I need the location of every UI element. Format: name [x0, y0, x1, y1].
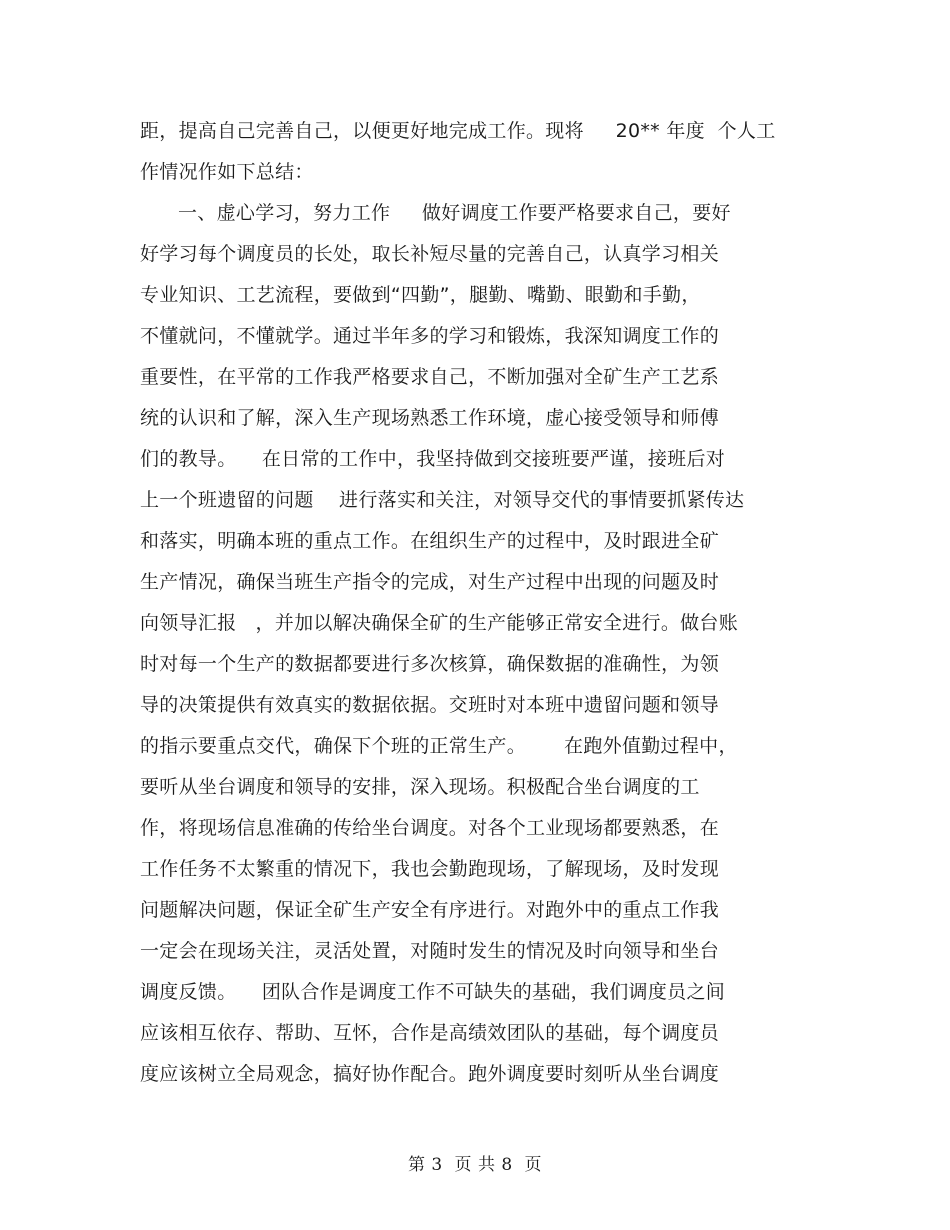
text-line: 时对每一个生产的数据都要进行多次核算，确保数据的准确性，为领	[140, 653, 720, 675]
text-line: 度应该树立全局观念，搞好协作配合。跑外调度要时刻听从坐台调度	[140, 1063, 720, 1085]
text-line: 好学习每个调度员的长处，取长补短尽量的完善自己，认真学习相关	[140, 243, 720, 265]
text-line: 统的认识和了解，深入生产现场熟悉工作环境，虚心接受领导和师傅	[140, 407, 720, 429]
text-line: 距，提高自己完善自己，以便更好地完成工作。现将 20** 年度 个人工	[140, 120, 776, 142]
text-line: 作，将现场信息准确的传给坐台调度。对各个工业现场都要熟悉，在	[140, 817, 720, 839]
text-line: 一定会在现场关注，灵活处置，对随时发生的情况及时向领导和坐台	[140, 940, 720, 962]
page-number: 第 3 页 共 8 页	[408, 1155, 542, 1175]
text-line: 上一个班遗留的问题 进行落实和关注，对领导交代的事情要抓紧传达	[140, 489, 745, 511]
text-line: 问题解决问题，保证全矿生产安全有序进行。对跑外中的重点工作我	[140, 899, 720, 921]
text-line: 们的教导。 在日常的工作中，我坚持做到交接班要严谨，接班后对	[140, 448, 726, 470]
text-line: 生产情况，确保当班生产指令的完成，对生产过程中出现的问题及时	[140, 571, 720, 593]
text-line: 应该相互依存、帮助、互怀，合作是高绩效团队的基础，每个调度员	[140, 1022, 720, 1044]
text-line: 工作任务不太繁重的情况下，我也会勤跑现场，了解现场，及时发现	[140, 858, 720, 880]
text-line: 作情况作如下总结：	[140, 161, 314, 183]
body-text	[0, 111, 950, 1095]
text-line: 专业知识、工艺流程，要做到“四勤”，腿勤、嘴勤、眼勤和手勤，	[140, 284, 701, 306]
text-line: 导的决策提供有效真实的数据依据。交班时对本班中遗留问题和领导	[140, 694, 720, 716]
text-line: 重要性，在平常的工作我严格要求自己，不断加强对全矿生产工艺系	[140, 366, 720, 388]
text-line: 要听从坐台调度和领导的安排，深入现场。积极配合坐台调度的工	[140, 776, 700, 798]
text-line: 向领导汇报 ，并加以解决确保全矿的生产能够正常安全进行。做台账	[140, 612, 739, 634]
text-line: 的指示要重点交代，确保下个班的正常生产。 在跑外值勤过程中，	[140, 735, 738, 757]
text-line: 调度反馈。 团队合作是调度工作不可缺失的基础，我们调度员之间	[140, 981, 726, 1003]
text-line: 一、虚心学习，努力工作 做好调度工作要严格要求自己，要好	[178, 202, 731, 224]
text-line: 和落实，明确本班的重点工作。在组织生产的过程中，及时跟进全矿	[140, 530, 720, 552]
text-line: 不懂就问，不懂就学。通过半年多的学习和锻炼，我深知调度工作的	[140, 325, 720, 347]
